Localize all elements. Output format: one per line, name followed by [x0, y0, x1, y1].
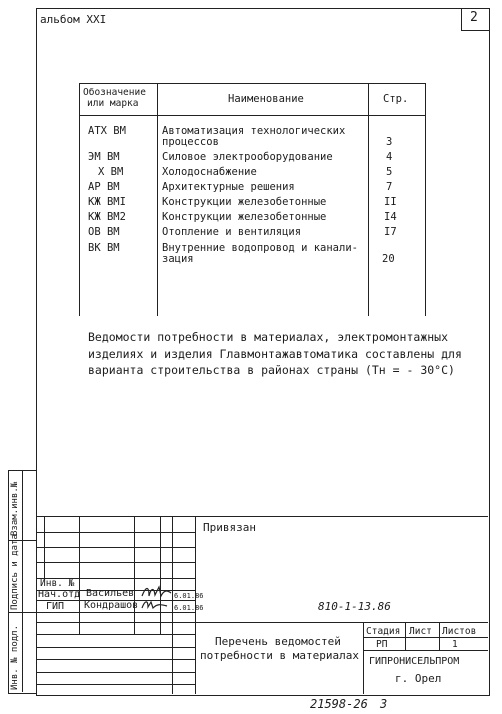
- sheets-label: Листов: [442, 626, 477, 637]
- doc-title-line-1: Перечень ведомостей: [215, 635, 341, 648]
- city: г. Орел: [395, 672, 442, 685]
- note-line-2: изделиях и изделия Главмонтажавтоматика составлены для: [88, 347, 462, 361]
- row-name: Силовое электрооборудование: [162, 151, 333, 163]
- row-name: Архитектурные решения: [162, 181, 295, 193]
- role-2: ГИП: [46, 601, 65, 612]
- page-number: 2: [470, 10, 478, 25]
- row-page: 3: [386, 136, 393, 148]
- note-line-1: Ведомости потребности в материалах, электромонтажных: [88, 330, 449, 344]
- row-page: I7: [384, 226, 397, 238]
- inv-podl-label: Инв. № подл.: [10, 624, 20, 690]
- inv-no-label: Инв. №: [40, 578, 75, 589]
- col-code-header-2: или марка: [87, 98, 139, 109]
- doc-title-line-2: потребности в материалах: [200, 649, 359, 662]
- signature-2: [140, 598, 170, 612]
- role-1: Нач.отд: [38, 589, 81, 600]
- row-page: II: [384, 196, 397, 208]
- signer-name-2: Кондрашов: [84, 600, 139, 611]
- signer-name-1: Васильев: [86, 588, 135, 599]
- footer-sheet: 3: [380, 697, 388, 711]
- row-code: ЭМ ВМ: [88, 151, 120, 163]
- row-page: 7: [386, 181, 393, 193]
- note-line-3: варианта строительства в районах страны (Тн = - 30°С): [88, 363, 455, 377]
- row-name: Отопление и вентиляция: [162, 226, 302, 238]
- row-code: ОВ ВМ: [88, 226, 120, 238]
- row-page: 5: [386, 166, 393, 178]
- row-page: 4: [386, 151, 393, 163]
- row-name: Внутренние водопровод и канали-: [162, 242, 358, 254]
- stage-label: Стадия: [366, 626, 401, 637]
- sheet-value: 1: [452, 639, 458, 650]
- album-label: альбом XXI: [40, 13, 107, 26]
- podpis-data-label: Подпись и дата: [10, 534, 20, 610]
- row-name-cont: процессов: [162, 136, 219, 148]
- vzam-inv-label: Взам.инв.№: [10, 481, 20, 536]
- privyazan-label: Привязан: [203, 521, 256, 534]
- doc-code: 810-1-13.86: [318, 600, 391, 613]
- row-code: АТХ ВМ: [88, 125, 126, 137]
- row-name: Автоматизация технологических: [162, 125, 346, 137]
- sign-date-2: 6.01.86: [174, 604, 204, 612]
- row-name: Конструкции железобетонные: [162, 196, 327, 208]
- col-name-header: Наименование: [228, 93, 304, 105]
- sign-date-1: 6.01.86: [174, 592, 204, 600]
- row-code: КЖ ВМ2: [88, 211, 126, 223]
- row-code: ВК ВМ: [88, 242, 120, 254]
- organization: ГИПРОНИСЕЛЬПРОМ: [369, 656, 460, 667]
- row-code: АР ВМ: [88, 181, 120, 193]
- row-name: Конструкции железобетонные: [162, 211, 327, 223]
- row-code: КЖ ВМI: [88, 196, 126, 208]
- col-page-header: Стр.: [383, 93, 409, 105]
- footer-inventory: 21598-26: [310, 697, 368, 711]
- col-code-header-1: Обозначение: [83, 87, 146, 98]
- sheet-label: Лист: [409, 626, 432, 637]
- row-code: Х ВМ: [98, 166, 124, 178]
- row-page: 20: [382, 253, 395, 265]
- row-name-cont: зация: [162, 253, 194, 265]
- stage-value: РП: [376, 639, 388, 650]
- row-page: I4: [384, 211, 397, 223]
- row-name: Холодоснабжение: [162, 166, 257, 178]
